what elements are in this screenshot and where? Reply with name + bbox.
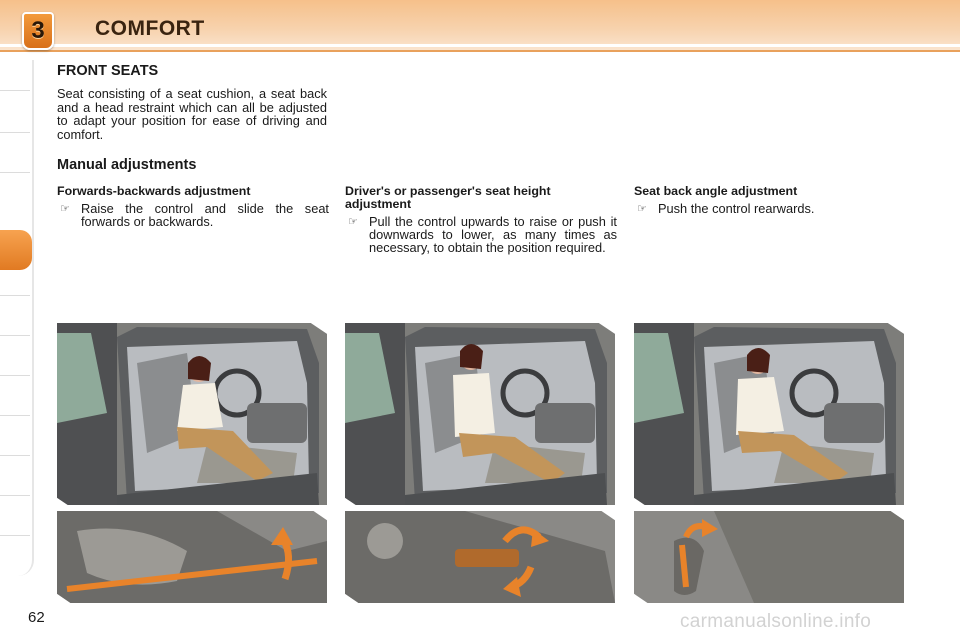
rail-tab-1[interactable] xyxy=(0,90,30,91)
rail-tab-10[interactable] xyxy=(0,495,30,496)
subsection-title: Manual adjustments xyxy=(57,157,197,173)
column-heading: Seat back angle adjustment xyxy=(634,184,798,198)
column-forwards-backwards xyxy=(57,185,329,228)
photo-seat-back-angle xyxy=(634,323,904,505)
rail-tab-8[interactable] xyxy=(0,415,30,416)
instruction-step xyxy=(345,215,617,254)
rail-tab-7[interactable] xyxy=(0,375,30,376)
intro-paragraph: Seat consisting of a seat cushion, a seat back and a head restraint which can all be adjusted to adapt your position for ease of driving and comfort. xyxy=(57,86,327,142)
side-rail xyxy=(0,60,34,576)
rail-tab-2[interactable] xyxy=(0,132,30,133)
rail-tab-6[interactable] xyxy=(0,335,30,336)
instruction-text: Pull the control upwards to raise or push it downwards to lower, as many times as necessary, to obtain the position required. xyxy=(369,214,617,255)
instruction-text: Push the control rearwards. xyxy=(658,201,815,216)
detail-seat-back-angle xyxy=(634,511,904,603)
rail-tab-3[interactable] xyxy=(0,172,30,173)
instruction-step xyxy=(57,202,329,228)
watermark: carmanualsonline.info xyxy=(680,611,872,632)
pointing-hand-icon: ☞ xyxy=(637,202,647,215)
pointing-hand-icon: ☞ xyxy=(348,215,358,228)
detail-forwards-backwards xyxy=(57,511,327,603)
instruction-text: Raise the control and slide the seat forwards or backwards. xyxy=(81,201,329,229)
chapter-number: 3 xyxy=(31,17,45,44)
column-heading: Forwards-backwards adjustment xyxy=(57,184,251,198)
column-heading: Driver's or passenger's seat height adjustment xyxy=(345,184,551,211)
detail-seat-height xyxy=(345,511,615,603)
column-seat-back-angle xyxy=(634,185,906,215)
page-number: 62 xyxy=(28,609,45,626)
rail-tab-5[interactable] xyxy=(0,295,30,296)
chapter-tab[interactable] xyxy=(22,12,54,50)
instruction-step xyxy=(634,202,906,215)
photo-seat-height xyxy=(345,323,615,505)
section-title: FRONT SEATS xyxy=(57,63,159,79)
chapter-title: COMFORT xyxy=(95,17,205,40)
rail-tab-11[interactable] xyxy=(0,535,30,536)
pointing-hand-icon: ☞ xyxy=(60,202,70,215)
column-seat-height xyxy=(345,185,617,254)
rail-tab-9[interactable] xyxy=(0,455,30,456)
rail-tab-active[interactable] xyxy=(0,230,32,270)
photo-forwards-backwards xyxy=(57,323,327,505)
